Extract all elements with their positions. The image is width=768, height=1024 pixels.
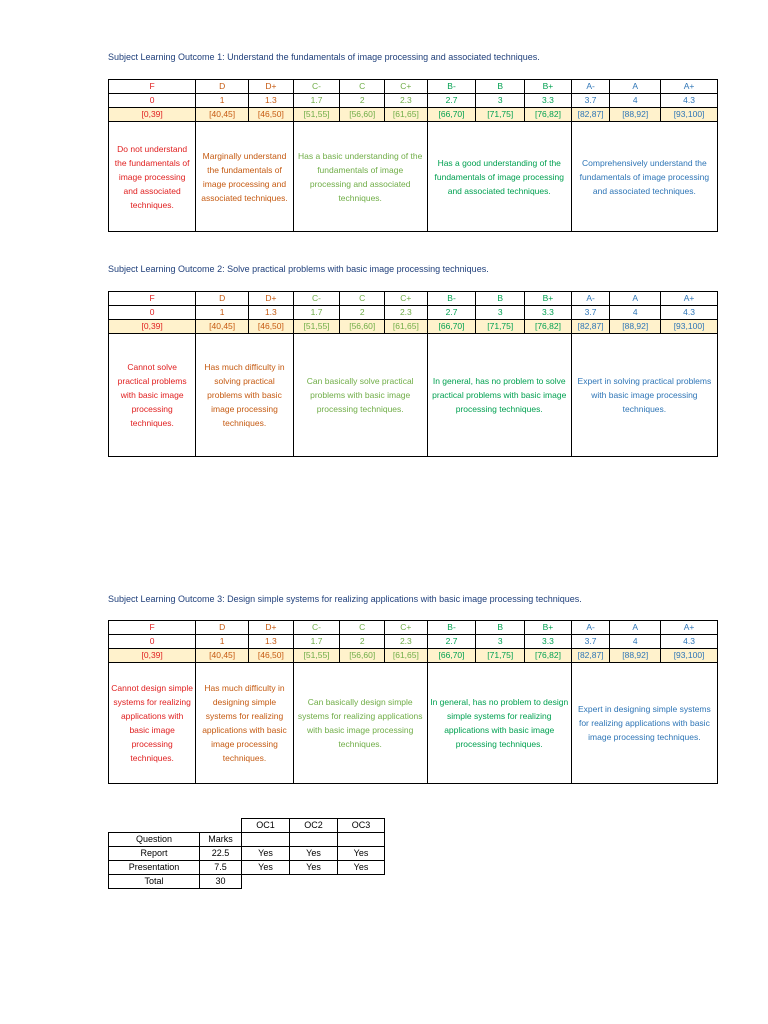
grade-point: 3.3 <box>525 635 572 649</box>
grade-point: 1 <box>196 94 249 108</box>
score-range: [76,82] <box>525 108 572 122</box>
grade-letter: A+ <box>661 80 718 94</box>
score-range-row <box>109 108 718 122</box>
score-range: [71,75] <box>476 320 525 334</box>
score-range: [66,70] <box>427 649 476 663</box>
empty-cell <box>338 833 385 847</box>
score-range: [88,92] <box>610 108 661 122</box>
grade-point: 3 <box>476 306 525 320</box>
score-range: [0,39] <box>109 649 196 663</box>
grade-letter: C <box>340 621 385 635</box>
grade-point: 1.3 <box>249 94 294 108</box>
grade-point: 2.7 <box>427 306 476 320</box>
oc-header: OC2 <box>290 819 338 833</box>
descriptor-row <box>109 663 718 784</box>
marks-label-row <box>109 833 385 847</box>
grade-letter: A <box>610 621 661 635</box>
grade-point: 3.7 <box>571 306 610 320</box>
grade-point: 0 <box>109 635 196 649</box>
blank-cell <box>200 819 242 833</box>
grade-point: 2.7 <box>427 635 476 649</box>
grade-letter: C <box>340 292 385 306</box>
descriptor-a: Expert in solving practical problems with basic image processing techniques. <box>571 334 717 457</box>
grade-point: 0 <box>109 94 196 108</box>
descriptor-f: Do not understand the fundamentals of image processing and associated techniques. <box>109 122 196 232</box>
grade-letter: A+ <box>661 292 718 306</box>
grade-letter: C+ <box>385 621 428 635</box>
grade-point: 2 <box>340 94 385 108</box>
blank-cell <box>338 875 385 889</box>
grade-letter: B- <box>427 292 476 306</box>
grade-point: 4.3 <box>661 94 718 108</box>
grade-point-row <box>109 635 718 649</box>
row-label: Presentation <box>109 861 200 875</box>
grade-letter: B <box>476 292 525 306</box>
grade-point: 0 <box>109 306 196 320</box>
descriptor-row <box>109 334 718 457</box>
descriptor-b: In general, has no problem to solve practical problems with basic image processing techniques. <box>427 334 571 457</box>
empty-cell <box>242 833 290 847</box>
score-range: [82,87] <box>571 649 610 663</box>
grade-letter: F <box>109 80 196 94</box>
score-range: [46,50] <box>249 108 294 122</box>
score-range-row <box>109 320 718 334</box>
grade-letter: B+ <box>525 292 572 306</box>
grade-point: 4.3 <box>661 306 718 320</box>
outcome-1-heading: Subject Learning Outcome 1: Understand the fundamentals of image processing and associated techniques. <box>108 52 540 62</box>
grade-letter: D+ <box>249 292 294 306</box>
descriptor-d: Marginally understand the fundamentals of image processing and associated techniques. <box>196 122 293 232</box>
grade-point: 2.3 <box>385 306 428 320</box>
grade-letter: B <box>476 80 525 94</box>
grade-letter: C- <box>293 621 340 635</box>
grade-letter-row <box>109 292 718 306</box>
grade-letter: B+ <box>525 621 572 635</box>
grade-letter: A- <box>571 621 610 635</box>
grade-letter: A+ <box>661 621 718 635</box>
oc-value: Yes <box>338 847 385 861</box>
grade-letter: D+ <box>249 621 294 635</box>
marks-header-row <box>109 819 385 833</box>
grade-point: 1.3 <box>249 635 294 649</box>
grade-point: 2 <box>340 306 385 320</box>
descriptor-f: Cannot solve practical problems with basic image processing techniques. <box>109 334 196 457</box>
outcome-3-rubric <box>108 620 718 784</box>
marks-table <box>108 818 385 889</box>
oc-header: OC3 <box>338 819 385 833</box>
grade-point: 1.7 <box>293 635 340 649</box>
descriptor-a: Expert in designing simple systems for realizing applications with basic image processing techniques. <box>571 663 717 784</box>
score-range: [56,60] <box>340 108 385 122</box>
grade-point: 1 <box>196 635 249 649</box>
grade-letter: C- <box>293 80 340 94</box>
grade-point: 3 <box>476 94 525 108</box>
descriptor-row <box>109 122 718 232</box>
grade-letter: D+ <box>249 80 294 94</box>
score-range: [61,65] <box>385 649 428 663</box>
grade-point: 1 <box>196 306 249 320</box>
score-range: [93,100] <box>661 108 718 122</box>
score-range: [76,82] <box>525 320 572 334</box>
score-range: [82,87] <box>571 320 610 334</box>
score-range: [40,45] <box>196 649 249 663</box>
grade-letter: D <box>196 80 249 94</box>
row-marks: 7.5 <box>200 861 242 875</box>
grade-point: 1.7 <box>293 306 340 320</box>
grade-point: 2.3 <box>385 94 428 108</box>
descriptor-b: Has a good understanding of the fundamentals of image processing and associated techniques. <box>427 122 571 232</box>
grade-letter: A- <box>571 80 610 94</box>
score-range: [40,45] <box>196 108 249 122</box>
grade-point: 3.7 <box>571 94 610 108</box>
oc-header: OC1 <box>242 819 290 833</box>
grade-letter-row <box>109 80 718 94</box>
grade-point: 4 <box>610 306 661 320</box>
marks-label: Marks <box>200 833 242 847</box>
blank-cell <box>109 819 200 833</box>
grade-letter: B- <box>427 621 476 635</box>
grade-point: 2.3 <box>385 635 428 649</box>
descriptor-a: Comprehensively understand the fundamentals of image processing and associated techniques. <box>571 122 717 232</box>
row-label: Report <box>109 847 200 861</box>
grade-letter: D <box>196 621 249 635</box>
score-range-row <box>109 649 718 663</box>
grade-letter: D <box>196 292 249 306</box>
oc-value: Yes <box>290 861 338 875</box>
grade-letter: C+ <box>385 80 428 94</box>
descriptor-c: Can basically design simple systems for realizing applications with basic image processing techniques. <box>293 663 427 784</box>
grade-point: 3.3 <box>525 306 572 320</box>
score-range: [93,100] <box>661 649 718 663</box>
descriptor-c: Has a basic understanding of the fundamentals of image processing and associated techniques. <box>293 122 427 232</box>
grade-letter: B- <box>427 80 476 94</box>
grade-letter-row <box>109 621 718 635</box>
grade-point: 1.3 <box>249 306 294 320</box>
grade-letter: B <box>476 621 525 635</box>
descriptor-d: Has much difficulty in designing simple systems for realizing applications with basic image processing techniques. <box>196 663 293 784</box>
question-label: Question <box>109 833 200 847</box>
score-range: [88,92] <box>610 649 661 663</box>
grade-letter: C <box>340 80 385 94</box>
score-range: [51,55] <box>293 649 340 663</box>
score-range: [88,92] <box>610 320 661 334</box>
score-range: [46,50] <box>249 649 294 663</box>
grade-point: 4 <box>610 635 661 649</box>
grade-point-row <box>109 306 718 320</box>
grade-letter: A <box>610 292 661 306</box>
oc-value: Yes <box>242 861 290 875</box>
grade-point: 3.3 <box>525 94 572 108</box>
outcome-3-heading: Subject Learning Outcome 3: Design simple systems for realizing applications with basic image processing techniques. <box>108 594 582 604</box>
descriptor-d: Has much difficulty in solving practical problems with basic image processing techniques. <box>196 334 293 457</box>
descriptor-f: Cannot design simple systems for realizing applications with basic image processing techniques. <box>109 663 196 784</box>
grade-point: 2.7 <box>427 94 476 108</box>
grade-letter: A <box>610 80 661 94</box>
grade-letter: B+ <box>525 80 572 94</box>
score-range: [51,55] <box>293 320 340 334</box>
descriptor-b: In general, has no problem to design simple systems for realizing applications with basic image processing techniques. <box>427 663 571 784</box>
grade-point-row <box>109 94 718 108</box>
grade-letter: C- <box>293 292 340 306</box>
score-range: [51,55] <box>293 108 340 122</box>
score-range: [46,50] <box>249 320 294 334</box>
outcome-2-heading: Subject Learning Outcome 2: Solve practical problems with basic image processing techniques. <box>108 264 489 274</box>
table-row <box>109 847 385 861</box>
total-marks: 30 <box>200 875 242 889</box>
score-range: [76,82] <box>525 649 572 663</box>
score-range: [0,39] <box>109 108 196 122</box>
score-range: [82,87] <box>571 108 610 122</box>
score-range: [40,45] <box>196 320 249 334</box>
total-label: Total <box>109 875 200 889</box>
score-range: [0,39] <box>109 320 196 334</box>
table-row <box>109 861 385 875</box>
grade-point: 3 <box>476 635 525 649</box>
grade-letter: C+ <box>385 292 428 306</box>
outcome-2-rubric <box>108 291 718 457</box>
empty-cell <box>290 833 338 847</box>
outcome-1-rubric <box>108 79 718 232</box>
score-range: [66,70] <box>427 108 476 122</box>
score-range: [56,60] <box>340 320 385 334</box>
score-range: [61,65] <box>385 108 428 122</box>
score-range: [66,70] <box>427 320 476 334</box>
score-range: [71,75] <box>476 649 525 663</box>
grade-point: 2 <box>340 635 385 649</box>
row-marks: 22.5 <box>200 847 242 861</box>
grade-letter: F <box>109 292 196 306</box>
descriptor-c: Can basically solve practical problems with basic image processing techniques. <box>293 334 427 457</box>
score-range: [56,60] <box>340 649 385 663</box>
grade-point: 1.7 <box>293 94 340 108</box>
grade-point: 4 <box>610 94 661 108</box>
score-range: [71,75] <box>476 108 525 122</box>
grade-point: 4.3 <box>661 635 718 649</box>
oc-value: Yes <box>338 861 385 875</box>
oc-value: Yes <box>242 847 290 861</box>
score-range: [93,100] <box>661 320 718 334</box>
blank-cell <box>242 875 290 889</box>
grade-letter: A- <box>571 292 610 306</box>
grade-point: 3.7 <box>571 635 610 649</box>
blank-cell <box>290 875 338 889</box>
score-range: [61,65] <box>385 320 428 334</box>
grade-letter: F <box>109 621 196 635</box>
total-row <box>109 875 385 889</box>
oc-value: Yes <box>290 847 338 861</box>
